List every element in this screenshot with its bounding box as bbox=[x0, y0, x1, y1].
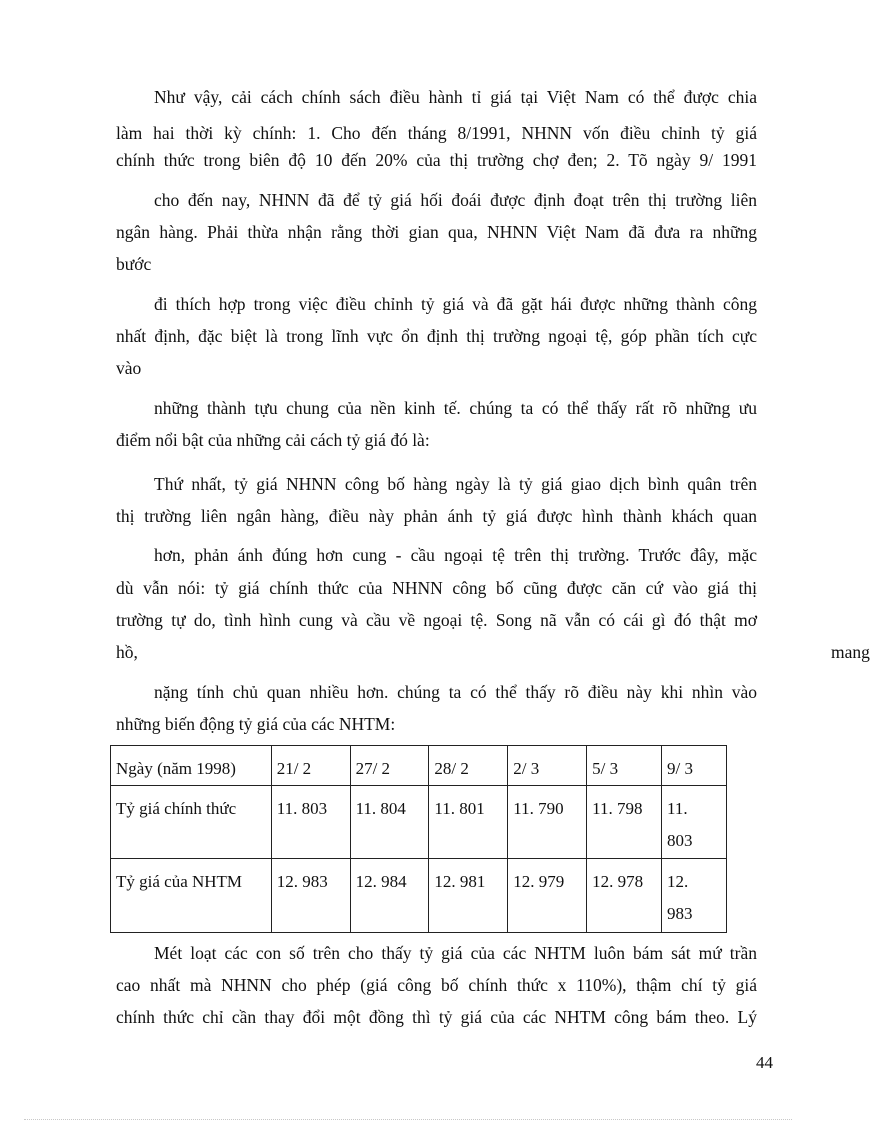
text-line: Như vậy, cải cách chính sách điều hành tỉ giá tại Việt Nam có thể được chia bbox=[154, 87, 757, 107]
table-cell: 11. 801 bbox=[429, 786, 508, 859]
footer-divider bbox=[24, 1119, 792, 1120]
cell-line: 12. bbox=[667, 872, 689, 891]
table-row bbox=[111, 859, 727, 933]
table-cell: 12. 979 bbox=[508, 859, 587, 933]
table-cell: 12. 978 bbox=[587, 859, 662, 933]
table-cell bbox=[662, 786, 727, 859]
table-cell: 11. 798 bbox=[587, 786, 662, 859]
table-cell: 11. 804 bbox=[350, 786, 429, 859]
table-header-cell: Ngày (năm 1998) bbox=[111, 746, 272, 786]
text-line: trường tự do, tình hình cung và cầu về ngoại tệ. Song nã vẫn có cái gì đó thật mơ bbox=[116, 610, 757, 630]
table-header-row bbox=[111, 746, 727, 786]
table-header-cell: 28/ 2 bbox=[429, 746, 508, 786]
table-header-cell: 9/ 3 bbox=[662, 746, 727, 786]
text-fragment: mang bbox=[831, 642, 870, 662]
table-row bbox=[111, 786, 727, 859]
table-cell: 12. 981 bbox=[429, 859, 508, 933]
table-header-cell: 21/ 2 bbox=[271, 746, 350, 786]
table-cell: 12. 984 bbox=[350, 859, 429, 933]
cell-line: 803 bbox=[667, 831, 693, 850]
text-line: thị trường liên ngân hàng, điều này phản ánh tỷ giá được hình thành khách quan bbox=[116, 506, 757, 526]
table-cell: 12. 983 bbox=[271, 859, 350, 933]
table-cell: 11. 803 bbox=[271, 786, 350, 859]
table-cell bbox=[662, 859, 727, 933]
text-line: ngân hàng. Phải thừa nhận rằng thời gian qua, NHNN Việt Nam đã đưa ra những bbox=[116, 222, 757, 242]
table-cell: 11. 790 bbox=[508, 786, 587, 859]
cell-line: 983 bbox=[667, 904, 693, 923]
text-line: cao nhất mà NHNN cho phép (giá công bố chính thức x 110%), thậm chí tỷ giá bbox=[116, 975, 757, 995]
text-line: điểm nổi bật của những cải cách tỷ giá đó là: bbox=[116, 430, 430, 450]
text-line: làm hai thời kỳ chính: 1. Cho đến tháng 8/1991, NHNN vốn điều chỉnh tỷ giá bbox=[116, 123, 757, 143]
text-line: chính thức trong biên độ 10 đến 20% của thị trường chợ đen; 2. Tõ ngày 9/ 1991 bbox=[116, 150, 757, 170]
text-line: Mét loạt các con số trên cho thấy tỷ giá của các NHTM luôn bám sát mứ trần bbox=[154, 943, 757, 963]
table-cell: Tỷ giá chính thức bbox=[111, 786, 272, 859]
text-line: chính thức chỉ cần thay đổi một đồng thì tỷ giá của các NHTM công bám theo. Lý bbox=[116, 1007, 757, 1027]
page-number: 44 bbox=[756, 1053, 773, 1072]
text-line: nặng tính chủ quan nhiều hơn. chúng ta có thể thấy rõ điều này khi nhìn vào bbox=[154, 682, 757, 702]
exchange-rate-table bbox=[110, 745, 727, 933]
text-line: dù vẫn nói: tỷ giá chính thức của NHNN công bố cũng được căn cứ vào giá thị bbox=[116, 578, 757, 598]
text-line: Thứ nhất, tỷ giá NHNN công bố hàng ngày là tỷ giá giao dịch bình quân trên bbox=[154, 474, 757, 494]
text-line: những biến động tỷ giá của các NHTM: bbox=[116, 714, 396, 734]
cell-line: 11. bbox=[667, 799, 688, 818]
table-header-cell: 5/ 3 bbox=[587, 746, 662, 786]
text-line: đi thích hợp trong việc điều chỉnh tỷ giá và đã gặt hái được những thành công bbox=[154, 294, 757, 314]
text-line: bước bbox=[116, 254, 152, 274]
text-line: nhất định, đặc biệt là trong lĩnh vực ổn định thị trường ngoại tệ, góp phần tích cực bbox=[116, 326, 757, 346]
text-line: vào bbox=[116, 358, 142, 378]
text-line bbox=[116, 642, 870, 662]
text-fragment: hồ, bbox=[116, 642, 138, 662]
table-header-cell: 2/ 3 bbox=[508, 746, 587, 786]
table-header-cell: 27/ 2 bbox=[350, 746, 429, 786]
text-line: hơn, phản ánh đúng hơn cung - cầu ngoại tệ trên thị trường. Trước đây, mặc bbox=[154, 545, 757, 565]
text-line: cho đến nay, NHNN đã để tỷ giá hối đoái được định đoạt trên thị trường liên bbox=[154, 190, 757, 210]
table-cell: Tỷ giá của NHTM bbox=[111, 859, 272, 933]
text-line: những thành tựu chung của nền kinh tế. chúng ta có thể thấy rất rõ những ưu bbox=[154, 398, 757, 418]
